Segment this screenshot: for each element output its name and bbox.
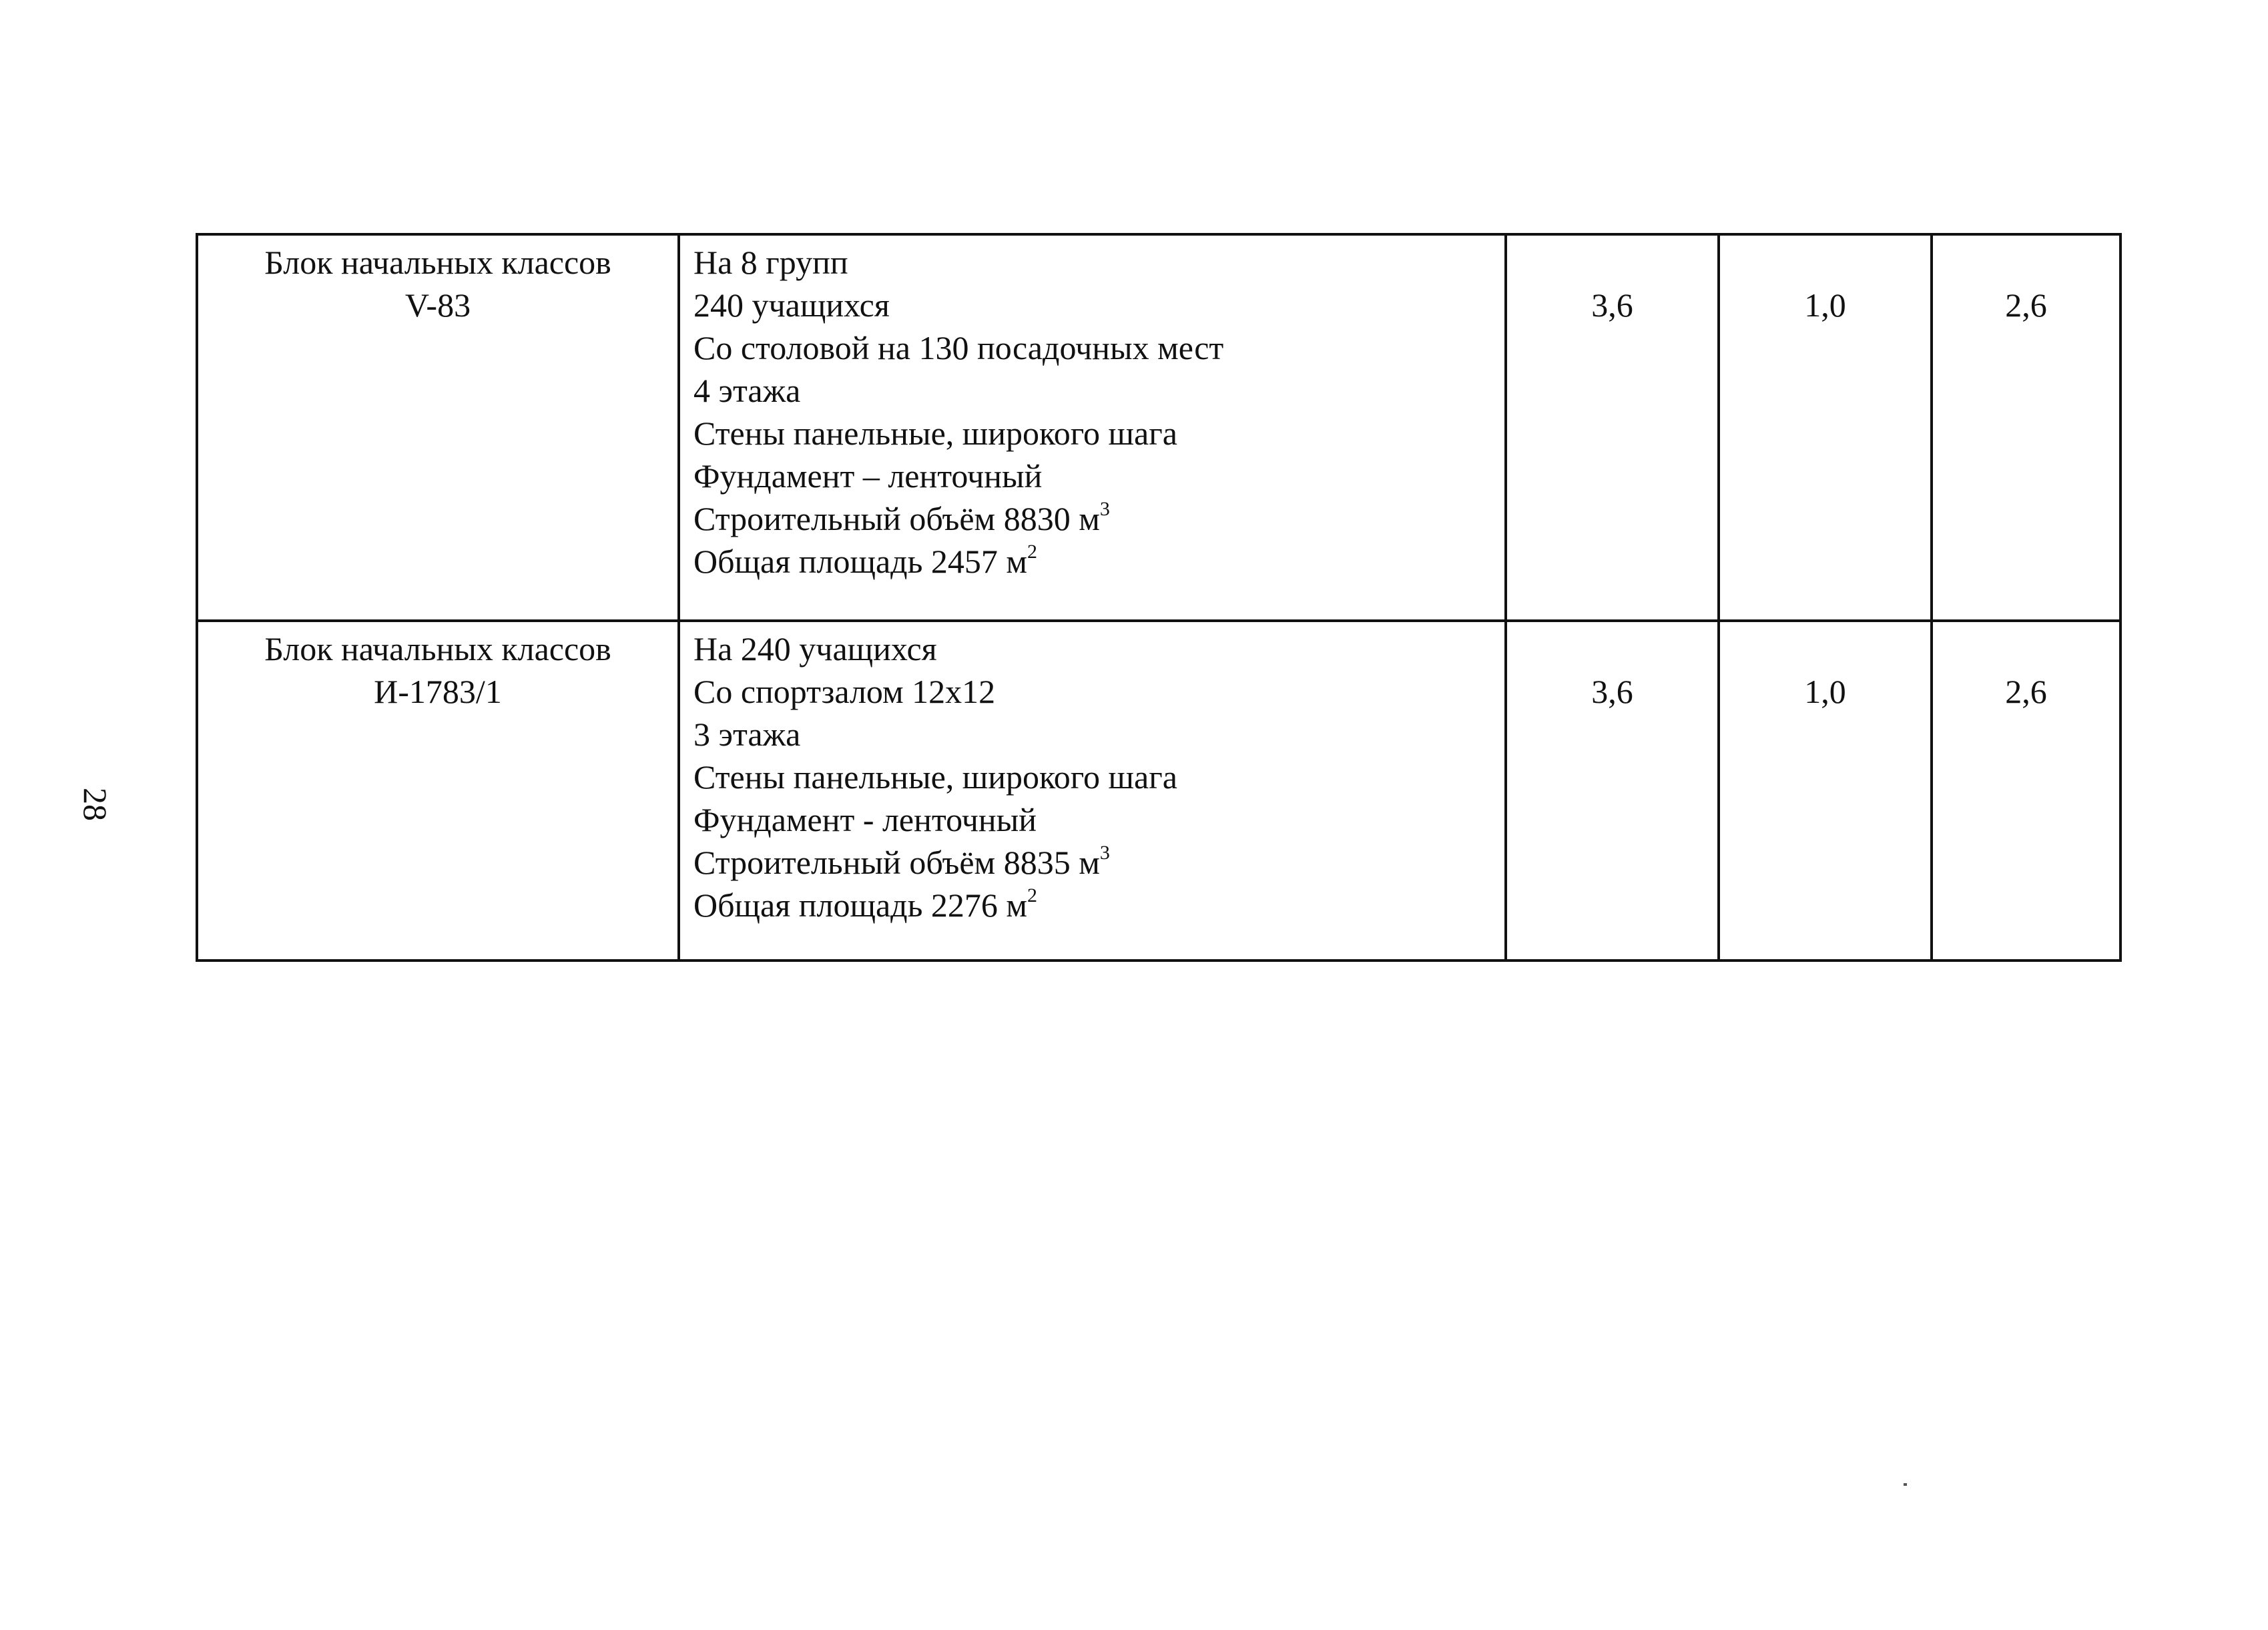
- unit-exponent: 2: [1027, 541, 1038, 563]
- description-line: Со столовой на 130 посадочных мест: [693, 329, 1224, 366]
- building-volume-line: Строительный объём 8835 $м^3$: [693, 842, 1110, 881]
- description-cell: [679, 234, 1506, 621]
- buildings-table: [196, 233, 2122, 962]
- page-number: 28: [77, 788, 114, 821]
- building-volume-line: Строительный объём 8830 $м^3$: [693, 498, 1110, 537]
- value-cell-2: 1,0: [1719, 234, 1932, 621]
- description-line: На 8 групп: [693, 244, 848, 281]
- total-area-line: Общая площадь 2457 $м^2$: [693, 541, 1038, 580]
- value-cell-1: 3,6: [1506, 234, 1719, 621]
- building-name-cell: [197, 621, 679, 961]
- building-name: Блок начальных классов: [264, 630, 611, 667]
- table-row: [197, 621, 2120, 961]
- scan-speck: [1904, 1483, 1907, 1486]
- unit-exponent: 3: [1099, 498, 1110, 520]
- description-line: 4 этажа: [693, 372, 801, 409]
- unit-exponent: 3: [1099, 842, 1110, 864]
- unit-exponent: 2: [1027, 884, 1038, 906]
- project-code: И-1783/1: [374, 673, 502, 710]
- value-cell-3: 2,6: [1932, 234, 2120, 621]
- description-line: На 240 учащихся: [693, 630, 937, 667]
- value-cell-3: 2,6: [1932, 621, 2120, 961]
- description-line: Стены панельные, широкого шага: [693, 415, 1177, 452]
- description-line: Со спортзалом 12х12: [693, 673, 996, 710]
- description-line: 3 этажа: [693, 716, 801, 753]
- building-name-cell: [197, 234, 679, 621]
- value-cell-2: 1,0: [1719, 621, 1932, 961]
- project-code: V-83: [404, 286, 471, 324]
- description-cell: [679, 621, 1506, 961]
- description-line: Фундамент - ленточный: [693, 801, 1037, 838]
- table-row: [197, 234, 2120, 621]
- total-area-line: Общая площадь 2276 $м^2$: [693, 884, 1038, 924]
- value-cell-1: 3,6: [1506, 621, 1719, 961]
- description-line: Стены панельные, широкого шага: [693, 758, 1177, 796]
- building-name: Блок начальных классов: [264, 244, 611, 281]
- description-line: 240 учащихся: [693, 286, 890, 324]
- description-line: Фундамент – ленточный: [693, 457, 1043, 495]
